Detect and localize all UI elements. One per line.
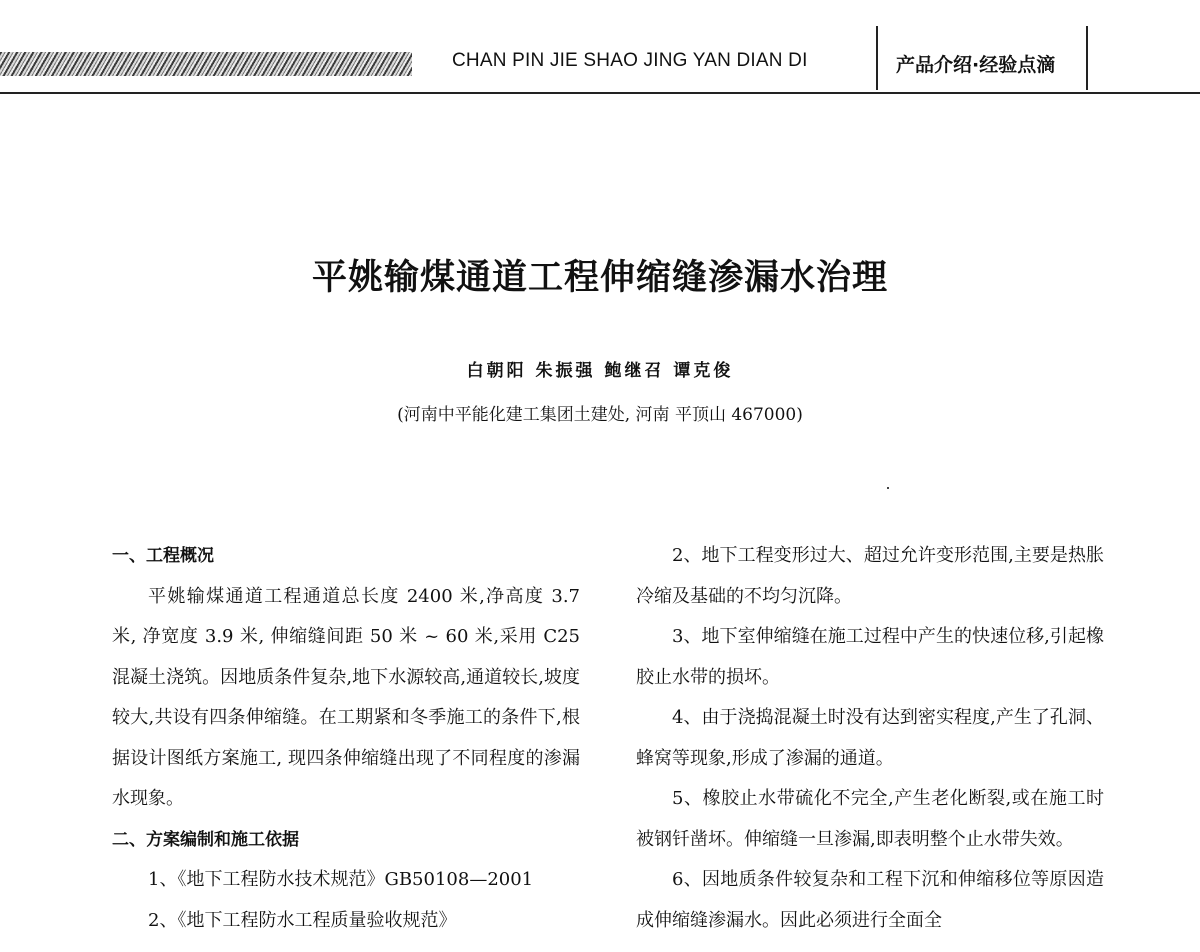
- list-item: 6、因地质条件较复杂和工程下沉和伸缩移位等原因造成伸缩缝渗漏水。因此必须进行全面全: [636, 869, 1104, 931]
- running-title-cn: 产品介绍·经验点滴: [896, 54, 1056, 76]
- left-column: [112, 536, 580, 941]
- running-title-en: CHAN PIN JIE SHAO JING YAN DIAN DI: [452, 50, 808, 71]
- list-item: 2、地下工程变形过大、超过允许变形范围,主要是热胀冷缩及基础的不均匀沉降。: [636, 545, 1104, 607]
- scan-speck: [887, 487, 889, 489]
- list-item: 3、地下室伸缩缝在施工过程中产生的快速位移,引起橡胶止水带的损坏。: [636, 626, 1104, 688]
- list-item: 4、由于浇捣混凝土时没有达到密实程度,产生了孔洞、蜂窝等现象,形成了渗漏的通道。: [636, 707, 1104, 769]
- article-authors: 白朝阳 朱振强 鲍继召 谭克俊: [466, 361, 734, 381]
- header-divider-right: [1086, 26, 1088, 90]
- article-affiliation: (河南中平能化建工集团土建处, 河南 平顶山 467000): [397, 405, 803, 425]
- article-title: 平姚输煤通道工程伸缩缝渗漏水治理: [311, 257, 888, 298]
- header-divider: [876, 26, 878, 90]
- section-heading: 一、工程概况: [112, 546, 214, 566]
- section-heading: 二、方案编制和施工依据: [112, 829, 299, 850]
- reference-item: 2、《地下工程防水工程质量验收规范》: [148, 909, 457, 931]
- right-column: [636, 536, 1104, 941]
- list-item: 5、橡胶止水带硫化不完全,产生老化断裂,或在施工时被钢钎凿坏。伸缩缝一旦渗漏,即表明整个止水带失效。: [636, 788, 1104, 850]
- header-hatch-bar: [0, 52, 412, 76]
- reference-item: 1、《地下工程防水技术规范》GB50108—2001: [148, 869, 534, 890]
- header-rule: [0, 92, 1200, 94]
- section-paragraph: 平姚输煤通道工程通道总长度 2400 米,净高度 3.7 米, 净宽度 3.9 米, 伸缩缝间距 50 米 ~ 60 米,采用 C25 混凝土浇筑。因地质条件复杂,地下水源较高,通道较长,坡度较大,共设有四条伸缩缝。在工期紧和冬季施工的条件下,根据设计图纸方案施工, 现四条伸缩缝出现了不同程度的渗漏水现象。: [112, 585, 580, 809]
